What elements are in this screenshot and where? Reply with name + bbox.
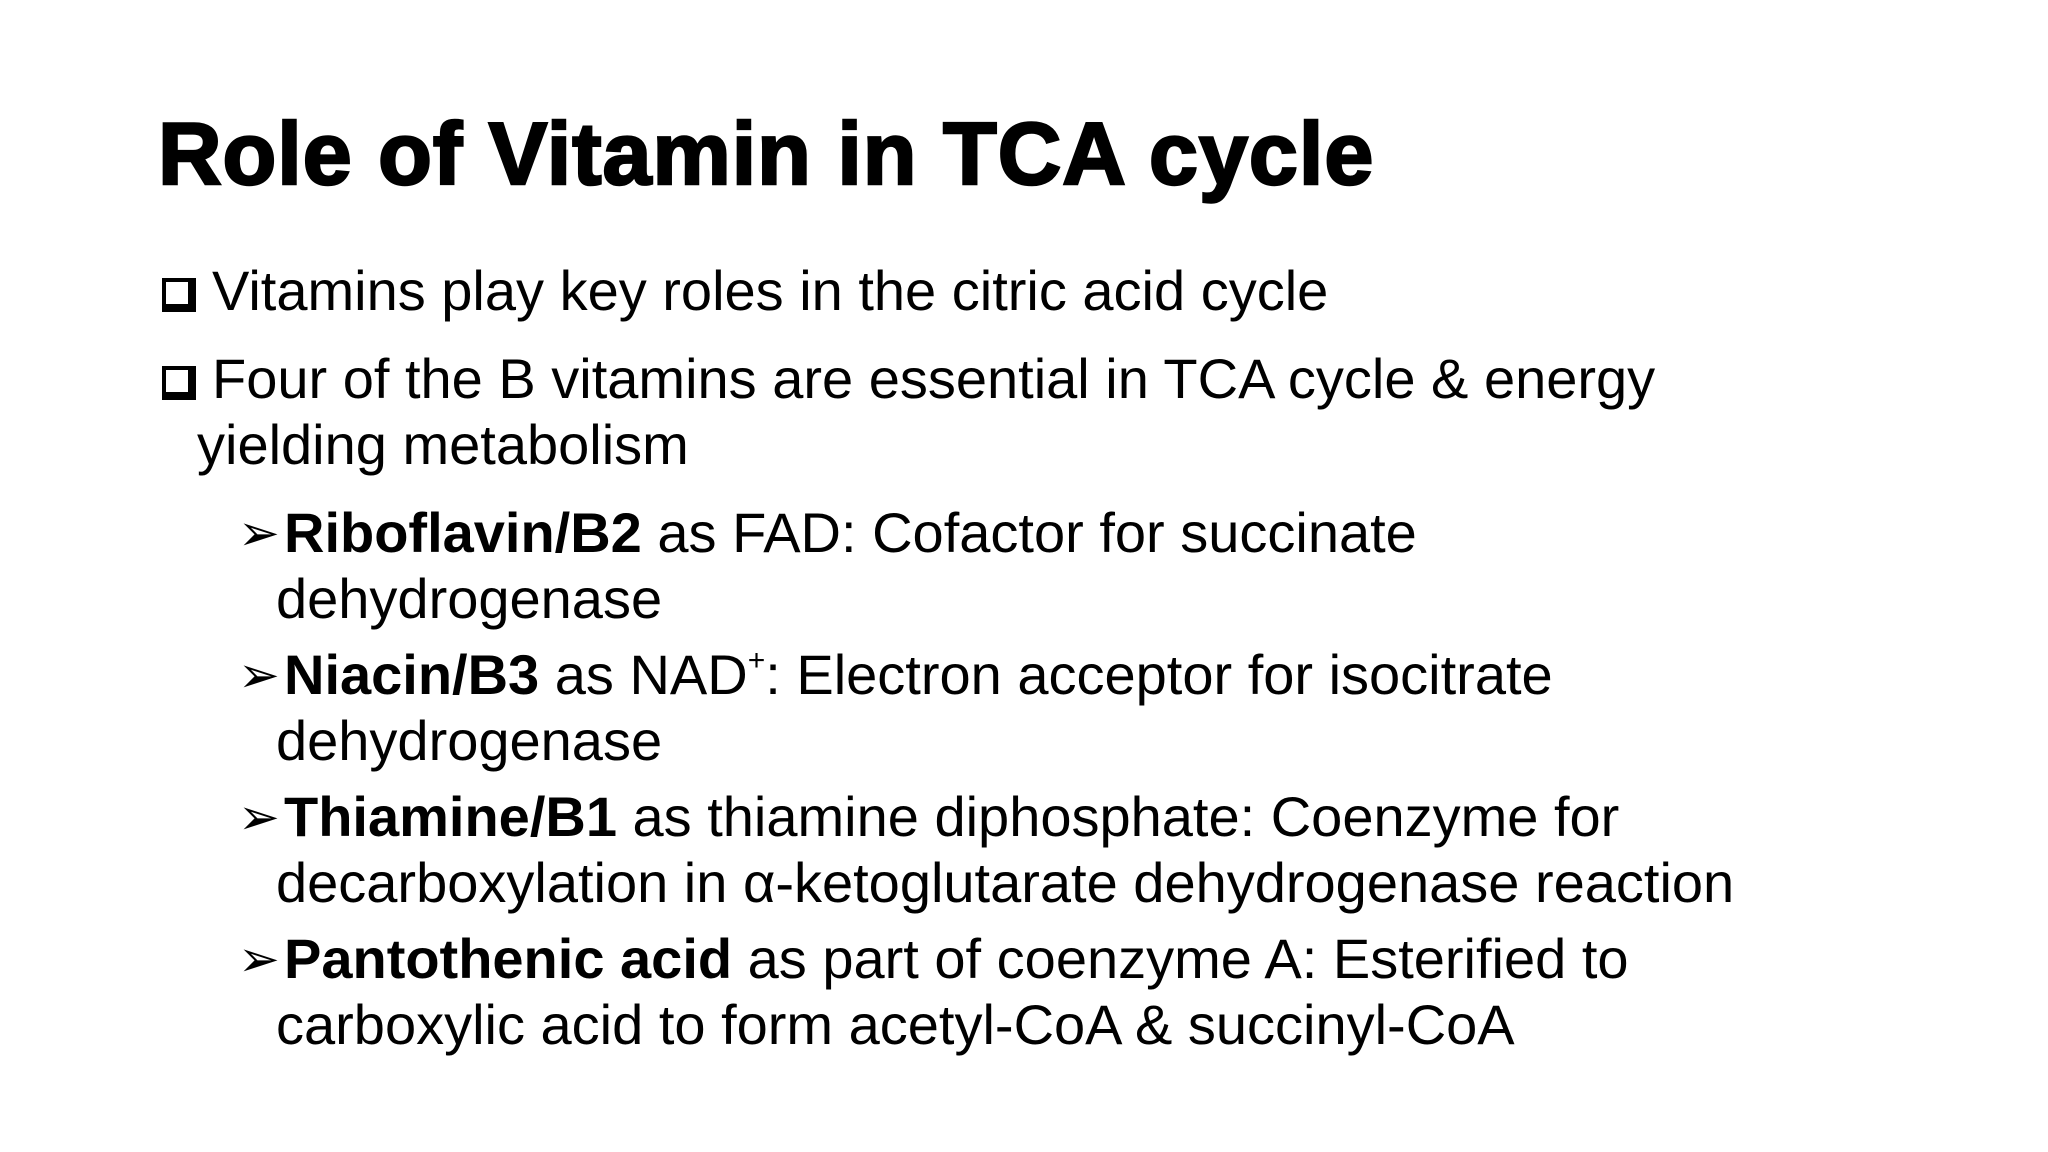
- subbullet-text-prefix: as NAD: [539, 643, 748, 706]
- bullet-text-line-2: yielding metabolism: [197, 413, 689, 476]
- bullet-text: Vitamins play key roles in the citric acid cycle: [212, 259, 1329, 322]
- subbullet-riboflavin: [158, 500, 1978, 632]
- slide-content: [158, 258, 1978, 1068]
- subbullet-text: : Electron acceptor for isocitrate: [765, 643, 1553, 706]
- subbullet-pantothenic-acid: [158, 926, 1978, 1058]
- superscript-plus: +: [747, 644, 766, 677]
- hollow-square-bullet-icon: [162, 278, 196, 312]
- subbullet-text-continued: dehydrogenase: [276, 567, 663, 630]
- vitamin-name: Riboflavin/B2: [284, 501, 642, 564]
- subbullet-text: as FAD: Cofactor for succinate: [641, 501, 1417, 564]
- hollow-square-bullet-icon: [162, 366, 196, 400]
- arrowhead-bullet-icon: ➢: [238, 504, 280, 562]
- subbullet-text: as part of coenzyme A: Esterified to: [732, 927, 1629, 990]
- subbullet-text-continued: dehydrogenase: [276, 709, 663, 772]
- bullet-four-b-vitamins: [158, 346, 1978, 478]
- bullet-text-line-1: Four of the B vitamins are essential in TCA cycle & energy: [212, 347, 1656, 410]
- vitamin-name: Niacin/B3: [284, 643, 540, 706]
- slide-title: Role of Vitamin in TCA cycle: [158, 104, 1375, 203]
- subbullet-thiamine: [158, 784, 1978, 916]
- bullet-vitamins-roles: [158, 258, 1978, 324]
- vitamin-name: Pantothenic acid: [284, 927, 733, 990]
- arrowhead-bullet-icon: ➢: [238, 646, 280, 704]
- arrowhead-bullet-icon: ➢: [238, 788, 280, 846]
- arrowhead-bullet-icon: ➢: [238, 930, 280, 988]
- subbullet-text: as thiamine diphosphate: Coenzyme for: [616, 785, 1620, 848]
- subbullet-text-continued: decarboxylation in α-ketoglutarate dehydrogenase reaction: [276, 851, 1735, 914]
- vitamin-name: Thiamine/B1: [284, 785, 617, 848]
- subbullet-text-continued: carboxylic acid to form acetyl-CoA & succinyl-CoA: [276, 993, 1515, 1056]
- subbullet-niacin: [158, 642, 1978, 774]
